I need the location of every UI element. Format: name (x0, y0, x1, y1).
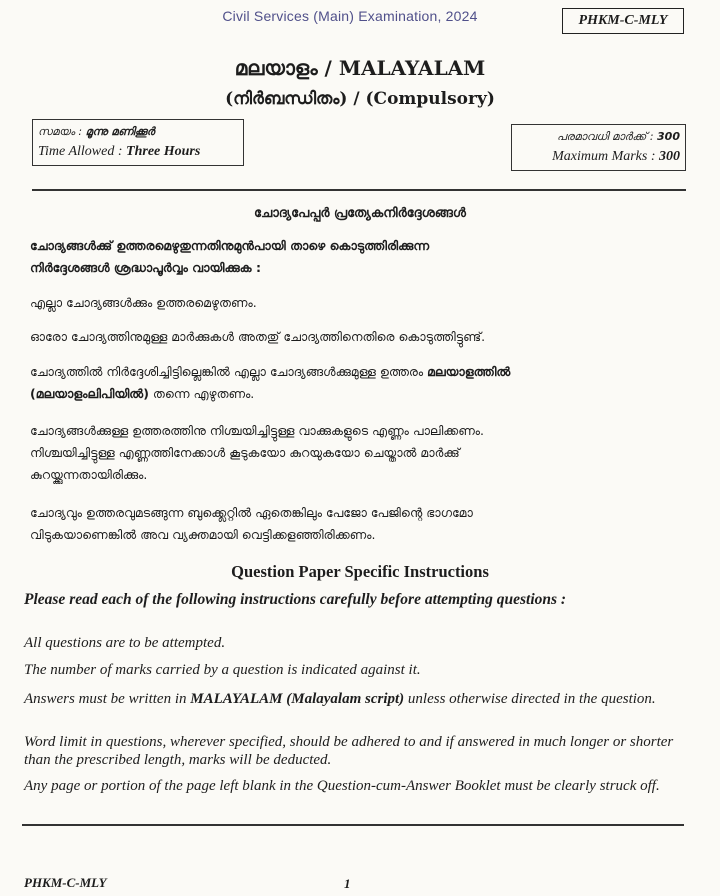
time-value-en: Three Hours (126, 144, 201, 159)
ml-instruction-5-line1: ചോദ്യവും ഉത്തരവുമടങ്ങുന്ന ബുക്ക്ലെറ്റിൽ ഏതെങ്കിലും പേജോ പേജിന്റെ ഭാഗമോ (30, 505, 473, 520)
ml-instruction-4-line3: കുറയ്ക്കുന്നതായിരിക്കും. (30, 467, 148, 482)
maximum-marks-box (511, 124, 686, 171)
ml-instruction-3-text: ചോദ്യത്തിൽ നിർദ്ദേശിച്ചിട്ടില്ലെങ്കിൽ എല്ലാ ചോദ്യങ്ങൾക്കുമുള്ള ഉത്തരം (30, 364, 428, 379)
marks-label-ml: പരമാവധി മാർക്ക് : (556, 130, 658, 143)
ml-intro (30, 235, 690, 279)
ml-instruction-3-line2 (30, 383, 690, 405)
ml-instructions-heading: ചോദ്യപേപ്പർ പ്രത്യേകനിർദ്ദേശങ്ങൾ (254, 206, 466, 221)
time-allowed-box (32, 119, 244, 166)
ml-instruction-1: എല്ലാ ചോദ്യങ്ങൾക്കും ഉത്തരമെഴുതണം. (30, 295, 257, 310)
marks-label-en: Maximum Marks : (552, 149, 659, 164)
en-instruction-4: Word limit in questions, wherever specified, should be adhered to and if answered in much longer or shorter than the prescribed length, marks will be deducted. (24, 734, 674, 768)
time-allowed-en (38, 142, 238, 162)
ml-intro-line1: ചോദ്യങ്ങൾക്കു് ഉത്തരമെഴുതുന്നതിനുമുൻപായി താഴെ കൊടുത്തിരിക്കുന്ന (30, 238, 430, 253)
en-instruction-1: All questions are to be attempted. (24, 635, 226, 651)
ml-instruction-5-line2: വിടുകയാണെങ്കിൽ അവ വ്യക്തമായി വെട്ടിക്കളഞ്ഞിരിക്കണം. (30, 527, 376, 542)
footer-paper-code: PHKM-C-MLY (24, 875, 107, 890)
time-allowed-ml (38, 122, 238, 142)
time-label-en: Time Allowed : (38, 144, 127, 159)
en-instruction-3 (24, 690, 686, 708)
paper-code-box: PHKM-C-MLY (562, 8, 684, 34)
paper-title: മലയാളം / MALAYALAM (234, 56, 486, 80)
ml-instruction-4-line2: നിശ്ചയിച്ചിട്ടുള്ള എണ്ണത്തിനേക്കാൾ കൂടുകയോ കുറയുകയോ ചെയ്താൽ മാർക്കു് (30, 445, 460, 460)
max-marks-ml (517, 127, 680, 147)
en-instruction-3-emphasis: MALAYALAM (Malayalam script) (190, 691, 405, 707)
ml-instruction-3-emphasis1: മലയാളത്തിൽ (427, 364, 511, 379)
en-instruction-2: The number of marks carried by a question is indicated against it. (24, 662, 421, 678)
exam-name: Civil Services (Main) Examination, 2024 (222, 8, 478, 24)
time-label-ml: സമയം : (38, 125, 86, 138)
header-divider (32, 189, 686, 191)
ml-instruction-3-line1 (30, 361, 690, 383)
ml-instruction-4 (30, 420, 690, 486)
en-intro: Please read each of the following instructions carefully before attempting questions : (24, 591, 567, 608)
time-value-ml: മൂന്നു മണിക്കൂർ (85, 125, 155, 138)
ml-instruction-2: ഓരോ ചോദ്യത്തിനുമുള്ള മാർക്കുകൾ അതതു് ചോദ്യത്തിനെതിരെ കൊടുത്തിട്ടുണ്ട്. (30, 329, 486, 344)
en-instruction-5: Any page or portion of the page left blank in the Question-cum-Answer Booklet must be clearly struck off. (24, 778, 660, 794)
ml-instruction-4-line1: ചോദ്യങ്ങൾക്കുള്ള ഉത്തരത്തിനു നിശ്ചയിച്ചിട്ടുള്ള വാക്കുകളുടെ എണ്ണം പാലിക്കണം. (30, 423, 485, 438)
en-instruction-3-post: unless otherwise directed in the question. (404, 691, 656, 707)
ml-instruction-5 (30, 502, 690, 546)
ml-instruction-3 (30, 361, 690, 405)
ml-intro-line2: നിർദ്ദേശങ്ങൾ ശ്രദ്ധാപൂർവ്വം വായിക്കുക : (30, 260, 261, 275)
ml-instruction-3-tail: തന്നെ എഴുതണം. (148, 386, 255, 401)
footer-divider (22, 824, 684, 826)
en-instructions-heading: Question Paper Specific Instructions (231, 562, 489, 581)
ml-instruction-3-emphasis2: (മലയാളംലിപിയിൽ) (30, 386, 149, 401)
en-instruction-3-pre: Answers must be written in (24, 691, 191, 707)
marks-value-en: 300 (659, 149, 680, 164)
page-number: 1 (344, 876, 351, 891)
paper-subtitle: (നിർബന്ധിതം) / (Compulsory) (225, 89, 495, 109)
max-marks-en (517, 147, 680, 167)
marks-value-ml: 300 (657, 130, 680, 143)
